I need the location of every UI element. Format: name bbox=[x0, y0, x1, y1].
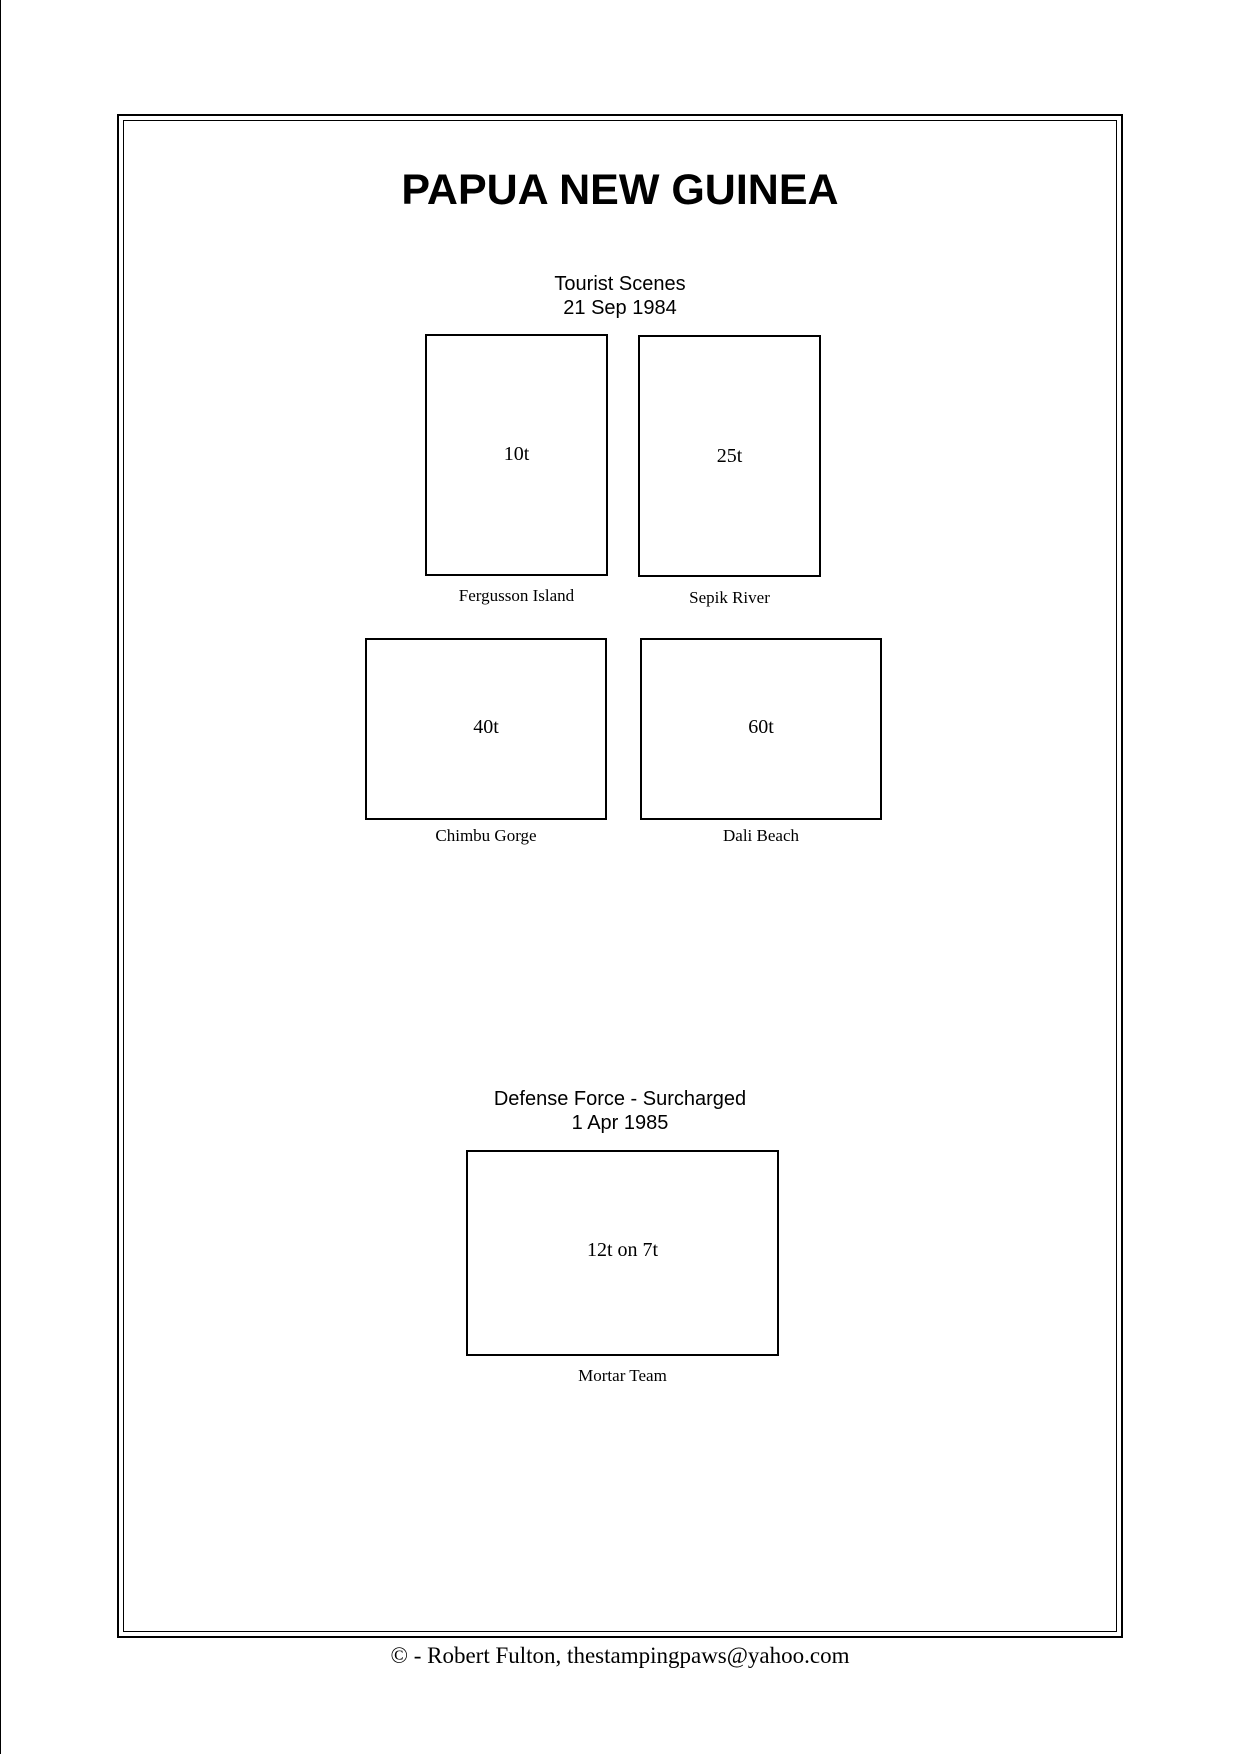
stamp-caption: Dali Beach bbox=[723, 826, 799, 845]
page-left-edge bbox=[0, 0, 1, 1754]
stamp-caption: Chimbu Gorge bbox=[435, 826, 537, 845]
stamp-caption: Mortar Team bbox=[578, 1366, 667, 1385]
country-title: PAPUA NEW GUINEA bbox=[401, 166, 839, 214]
page-border-inner bbox=[123, 120, 1117, 1632]
issue-title: Tourist Scenes bbox=[554, 273, 686, 295]
stamp-value: 60t bbox=[748, 716, 774, 738]
stamp-value: 25t bbox=[716, 445, 743, 467]
stamp-value: 40t bbox=[473, 716, 499, 738]
stamp-value: 12t on 7t bbox=[586, 1239, 659, 1261]
issue-heading-defense-force bbox=[420, 1087, 820, 1135]
issue-title: Defense Force - Surcharged bbox=[493, 1088, 747, 1110]
stamp-caption: Fergusson Island bbox=[458, 586, 575, 605]
issue-heading-tourist-scenes bbox=[470, 272, 770, 320]
stamp-box-fergusson-island bbox=[425, 334, 608, 576]
issue-date: 21 Sep 1984 bbox=[563, 297, 677, 319]
stamp-box-mortar-team bbox=[466, 1150, 779, 1356]
stamp-box-sepik-river bbox=[638, 335, 821, 577]
issue-date: 1 Apr 1985 bbox=[571, 1112, 669, 1134]
stamp-value: 10t bbox=[503, 443, 530, 465]
footer-credit: © - Robert Fulton, thestampingpaws@yahoo.com bbox=[390, 1643, 850, 1668]
stamp-box-chimbu-gorge bbox=[365, 638, 607, 820]
stamp-caption: Sepik River bbox=[689, 588, 770, 607]
stamp-box-dali-beach bbox=[640, 638, 882, 820]
